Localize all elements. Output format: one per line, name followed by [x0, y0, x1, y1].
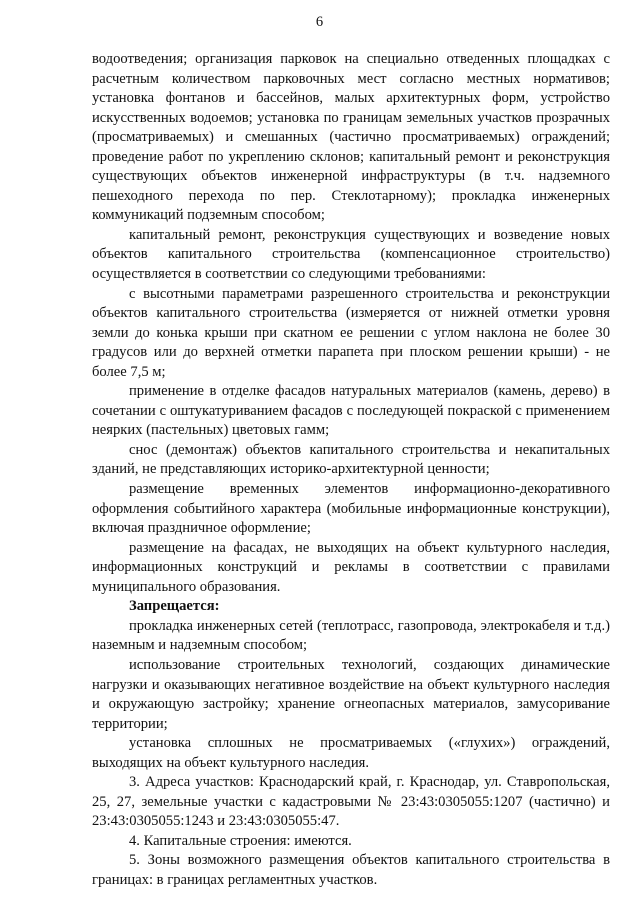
paragraph-temporary-decor: размещение временных элементов информационно-декоративного оформления событийного характера (мобильные информационные конструкции), включая праздничное оформление; [92, 481, 610, 537]
paragraph-facade-materials: применение в отделке фасадов натуральных материалов (камень, дерево) в сочетании с оштукатуриванием фасадов с последующей покраской с применением неярких (пастельных) цветовых гамм; [92, 383, 610, 439]
document-body [92, 50, 610, 891]
page-number: 6 [315, 14, 324, 30]
paragraph-construction-zones: 5. Зоны возможного размещения объектов капитального строительства в границах: в границах регламентных участков. [92, 852, 610, 888]
paragraph-solid-fences: установка сплошных не просматриваемых («глухих») ограждений, выходящих на объект культурного наследия. [92, 735, 610, 771]
paragraph-height-limits: с высотными параметрами разрешенного строительства и реконструкции объектов капитального строительства (измеряется от нижней отметки уровня земли до конька крыши при скатном ее решении с углом наклона не более 30 градусов или до верхней отметки парапета при плоском решении крыши) - не более 7,5 м; [92, 285, 610, 380]
paragraph-facade-advertising: размещение на фасадах, не выходящих на объект культурного наследия, информационных конструкций и рекламы в соответствии с правилами муниципального образования. [92, 539, 610, 595]
paragraph-capital-repair: капитальный ремонт, реконструкция существующих и возведение новых объектов капитального строительства (компенсационное строительство) осуществляется в соответствии со следующими требованиями: [92, 226, 610, 283]
paragraph-demolition: снос (демонтаж) объектов капитального строительства и некапитальных зданий, не представляющих историко-архитектурной ценности; [92, 441, 610, 478]
paragraph-construction-technologies: использование строительных технологий, создающих динамические нагрузки и оказывающих негативное воздействие на объект культурного наследия и окружающую застройку; хранение огнеопасных материалов, замусоривание территории; [92, 656, 610, 732]
paragraph-utility-networks: прокладка инженерных сетей (теплотрасс, газопровода, электрокабеля и т.д.) наземным и надземным способом; [92, 617, 610, 654]
paragraph-site-addresses: 3. Адреса участков: Краснодарский край, г. Краснодар, ул. Ставропольская, 25, 27, земельные участки с кадастровыми № 23:43:0305055:1207 (частично) и 23:43:0305055:1243 и 23:43:0305055:47. [92, 774, 610, 830]
paragraph-capital-buildings: 4. Капитальные строения: имеются. [129, 832, 352, 849]
paragraph-drainage: водоотведения; организация парковок на специально отведенных площадках с расчетным количеством парковочных мест согласно местных нормативов; установка фонтанов и бассейнов, малых архитектурных форм, устройство искусственных водоемов; установка по границам земельных участков прозрачных (просматриваемых) и смешанных (частично просматриваемых) ограждений; проведение работ по укреплению склонов; капитальный ремонт и реконструкция существующих объектов инженерной инфраструктуры (в т.ч. надземного пешеходного перехода по пер. Стеклотарному); прокладка инженерных коммуникаций подземным способом; [92, 51, 610, 224]
prohibited-heading: Запрещается: [129, 598, 220, 615]
